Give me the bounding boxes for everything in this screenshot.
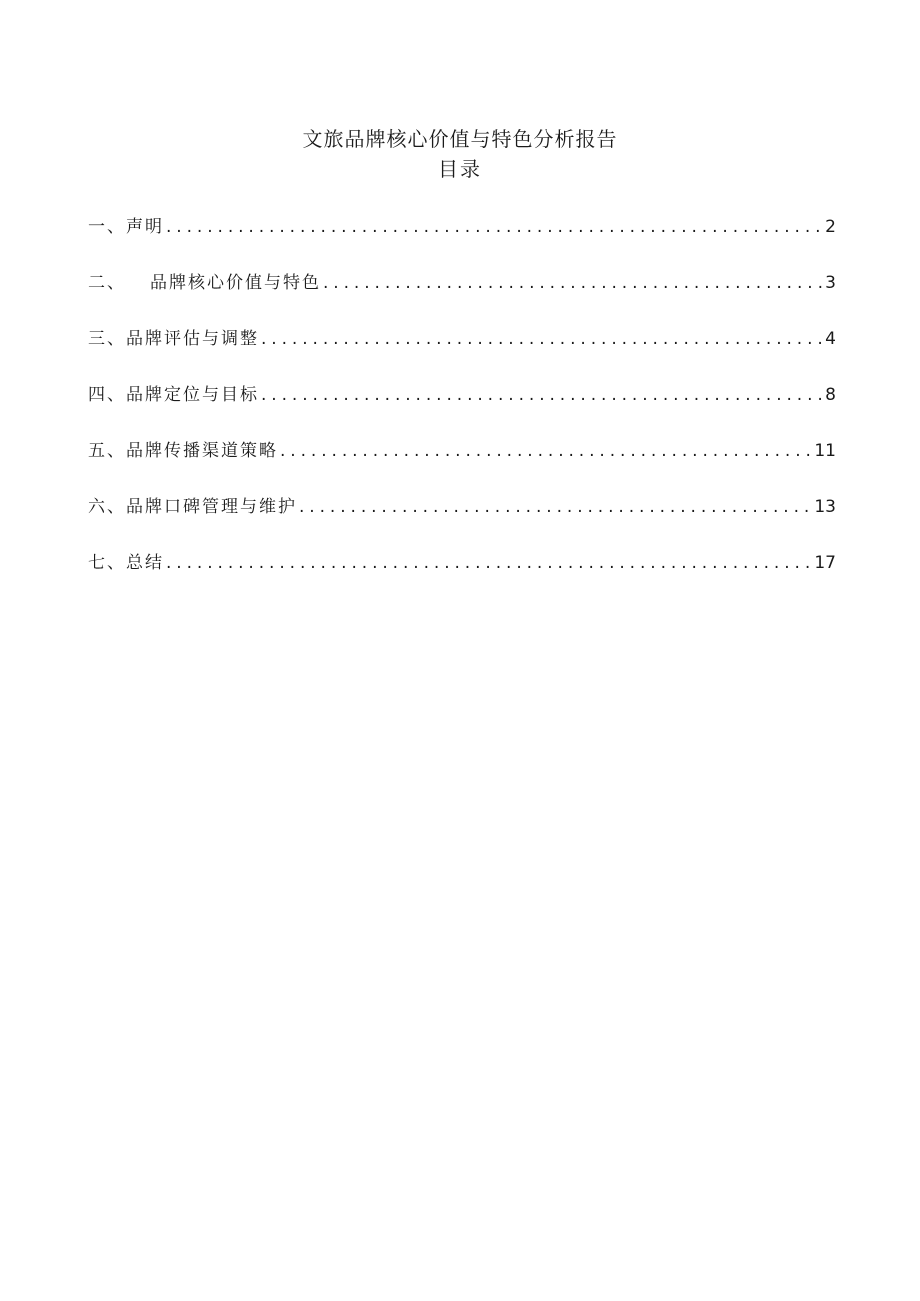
toc-entry-declaration[interactable]: [88, 209, 836, 265]
toc-entry-label: 品牌传播渠道策略: [126, 441, 278, 461]
toc-entry-evaluation[interactable]: [88, 321, 836, 377]
toc-entry-channels[interactable]: [88, 433, 836, 489]
toc-entry-page-number: 17: [814, 553, 836, 573]
toc-entry-label: 声明: [126, 217, 164, 237]
toc-entry-label: 总结: [126, 553, 164, 573]
toc-entry-page-number: 3: [825, 273, 836, 293]
toc-entry-label: 品牌定位与目标: [126, 385, 259, 405]
toc-entry-number: 二、: [88, 273, 126, 293]
toc-dot-leader: [166, 545, 812, 581]
toc-entry-number: 七、: [88, 553, 126, 573]
toc-entry-page-number: 13: [814, 497, 836, 517]
toc-entry-number: 四、: [88, 385, 126, 405]
toc-entry-number: 一、: [88, 217, 126, 237]
document-title: 文旅品牌核心价值与特色分析报告: [302, 127, 618, 151]
toc-entry-core-value[interactable]: [88, 265, 836, 321]
toc-dot-leader: [166, 209, 823, 245]
toc-entry-positioning[interactable]: [88, 377, 836, 433]
toc-entry-number: 三、: [88, 329, 126, 349]
toc-entry-page-number: 8: [825, 385, 836, 405]
toc-dot-leader: [261, 321, 823, 357]
toc-entry-page-number: 4: [825, 329, 836, 349]
toc-entry-reputation[interactable]: [88, 489, 836, 545]
toc-entry-summary[interactable]: [88, 545, 836, 601]
toc-entry-number: 五、: [88, 441, 126, 461]
toc-entry-page-number: 11: [814, 441, 836, 461]
table-of-contents: [88, 209, 836, 601]
toc-entry-label: 品牌核心价值与特色: [150, 273, 321, 293]
toc-dot-leader: [280, 433, 812, 469]
toc-entry-number: 六、: [88, 497, 126, 517]
toc-entry-label: 品牌口碑管理与维护: [126, 497, 297, 517]
toc-entry-label: 品牌评估与调整: [126, 329, 259, 349]
toc-entry-page-number: 2: [825, 217, 836, 237]
toc-dot-leader: [323, 265, 823, 301]
toc-heading: 目录: [438, 157, 482, 181]
toc-dot-leader: [299, 489, 812, 525]
toc-dot-leader: [261, 377, 823, 413]
